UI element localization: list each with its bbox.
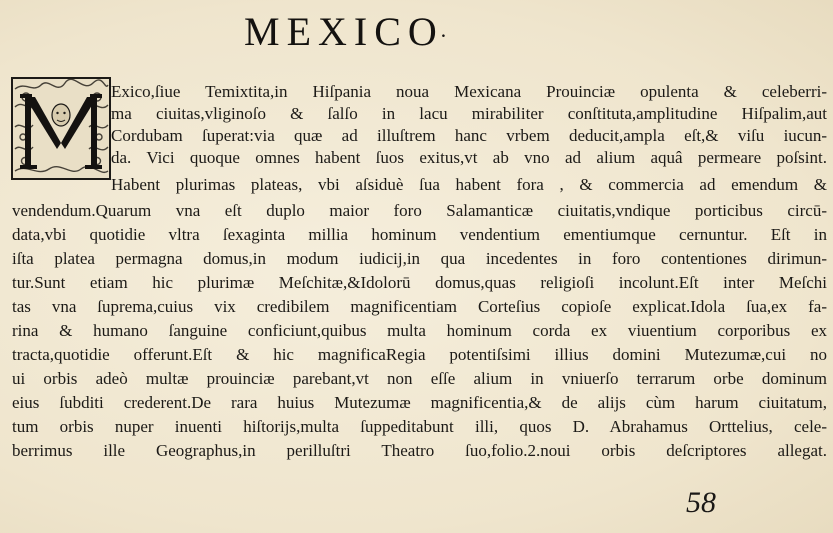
text-line: rina & humano ſanguine conficiunt,quibus multa hominum corda ex viuentium corporibus ex bbox=[12, 321, 827, 340]
text-line: Habent plurimas plateas, vbi aſsiduè ſua habent fora , & commercia ad emendum & bbox=[111, 175, 827, 194]
decorated-initial-m bbox=[11, 77, 111, 180]
text-line: ui orbis adeò multæ prouinciæ parebant,vt non eſſe alium in vniuerſo terrarum orbe dominum bbox=[12, 369, 827, 388]
text-line: Exico,ſiue Temixtita,in Hiſpania noua Mexicana Prouinciæ opulenta & celeberri- bbox=[111, 82, 827, 101]
text-line: tas vna ſuprema,cuius vix credibilem magnificentiam Corteſius copioſe explicat.Idola ſua,ex fa- bbox=[12, 297, 827, 316]
text-line: berrimus ille Geographus,in perilluſtri Theatro ſuo,folio.2.noui orbis deſcriptores allegat. bbox=[12, 441, 827, 460]
text-line: tum orbis nuper inuenti hiſtorijs,multa ſuppeditabunt illi, quos D. Abrahamus Orttelius, cele- bbox=[12, 417, 827, 436]
page-title bbox=[244, 9, 455, 54]
text-line: iſta platea permagna domus,in modum iudicij,in qua incedentes in foro contentiones dirimun- bbox=[12, 249, 827, 268]
page-number: 58 bbox=[686, 486, 716, 519]
title-ornament: · bbox=[439, 22, 455, 48]
text-line: Cordubam ſuperat:via quæ ad illuſtrem hanc vrbem deducit,ampla eſt,& viſu iucun- bbox=[111, 126, 827, 145]
title-text: MEXICO bbox=[244, 9, 444, 54]
text-line: tur.Sunt etiam hic plurimæ Meſchitæ,&Idolorū domus,quas religioſi incolunt.Eſt inter Meſchi bbox=[12, 273, 827, 292]
ornamental-initial-icon bbox=[11, 77, 111, 180]
text-line: data,vbi quotidie vltra ſexaginta millia hominum vendentium ementiumque cernuntur. Eſt in bbox=[12, 225, 827, 244]
text-line: vendendum.Quarum vna eſt duplo maior foro Salamanticæ ciuitatis,vndique porticibus circū- bbox=[12, 201, 827, 220]
text-line: eius ſubditi crederent.De rara huius Mutezumæ magnificentia,& de alijs cùm harum ciuitatum, bbox=[12, 393, 827, 412]
text-line: tracta,quotidie offerunt.Eſt & hic magnificaRegia potentiſsimi illius domini Mutezumæ,cui no bbox=[12, 345, 827, 364]
text-line: ma ciuitas,vliginoſo & ſalſo in lacu mirabiliter conſtituta,amplitudine Hiſpalim,aut bbox=[111, 104, 827, 123]
text-line: da. Vici quoque omnes habent ſuos exitus,vt ab vno ad alium aquâ permeare poſsint. bbox=[111, 148, 827, 167]
